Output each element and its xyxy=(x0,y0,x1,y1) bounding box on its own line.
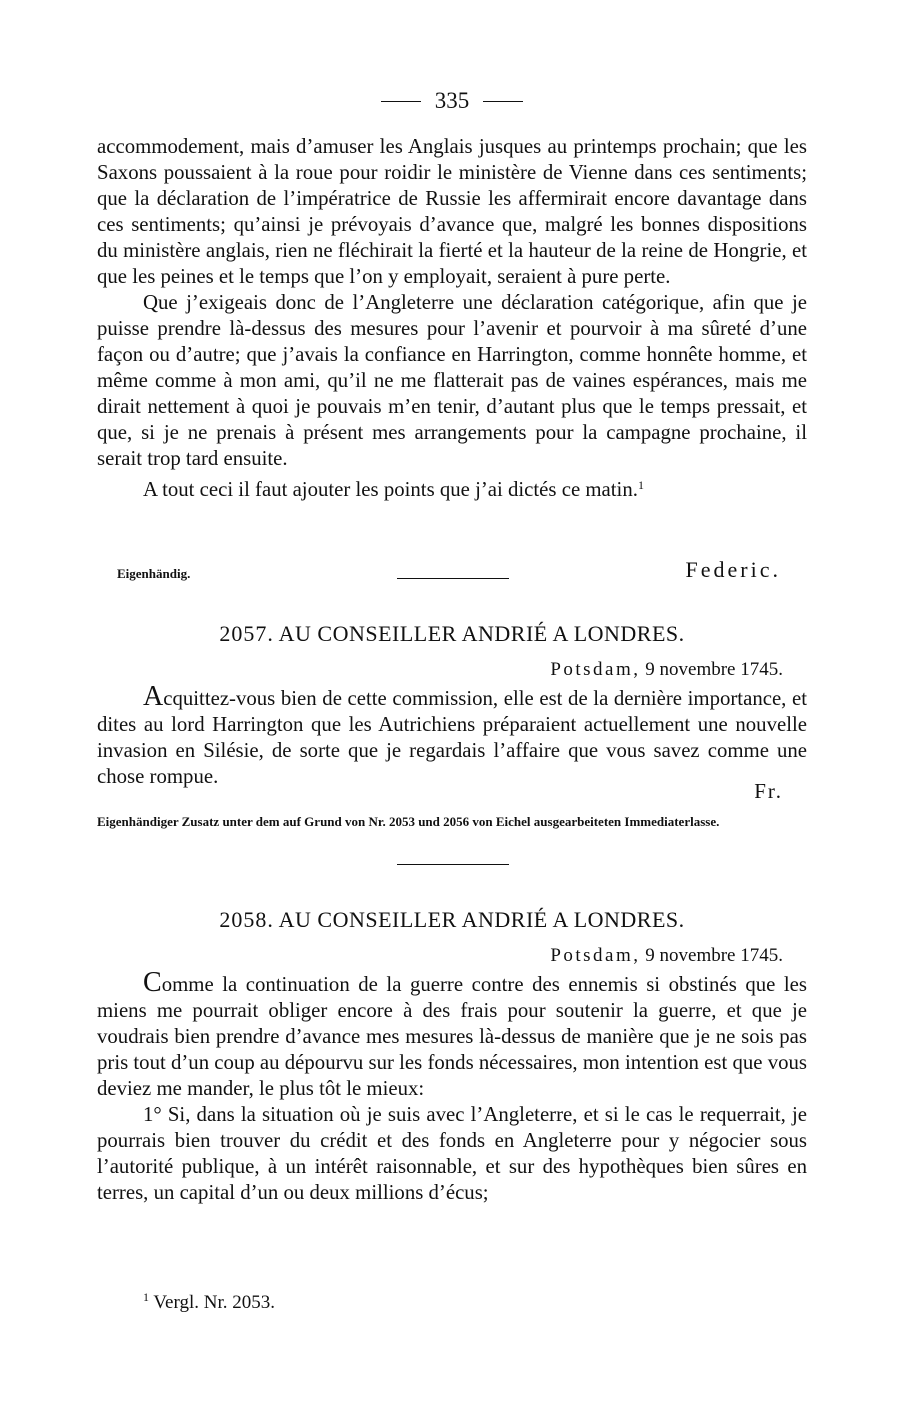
header-dash-right xyxy=(483,101,523,102)
footnote-mark: 1 xyxy=(143,1290,149,1304)
place: Potsdam, xyxy=(550,945,641,966)
letter-heading xyxy=(97,621,807,647)
initial-letter: C xyxy=(143,967,162,998)
paragraph-text: omme la continuation de la guerre contre des ennemis si obstinés que les miens me pourrait obliger encore à des frais pour soutenir la guerre, et que je voudrais bien prendre d’avance mes mesures là-dessus de manière que je ne sois pas pris tout d’un coup au dépourvu sur les fonds nécessaires, mon intention est que vous deviez me mander, le plus tôt le mieux: xyxy=(97,973,807,1100)
paragraph xyxy=(97,967,807,1102)
letter-title: AU CONSEILLER ANDRIÉ A LONDRES. xyxy=(278,907,685,932)
paragraph: accommodement, mais d’amuser les Anglais jusques au printemps prochain; que les Saxons poussaient à la roue pour roidir le ministère de Vienne dans ces sentiments; que la déclaration de l’impératrice de Russie les affermirait encore davantage dans ces sentiments; qu’ainsi je prévoyais d’avance que, malgré les bonnes dispositions du ministère anglais, rien ne fléchirait la fierté et la hauteur de la reine de Hongrie, et que les peines et le temps que l’on y employait, seraient à pure perte. xyxy=(97,135,807,288)
signature: Federic. xyxy=(685,557,781,582)
dateline xyxy=(550,945,783,967)
letter-body xyxy=(97,681,807,790)
footnote-mark: 1 xyxy=(637,478,644,492)
date: 9 novembre 1745. xyxy=(645,945,783,966)
page-number: 335 xyxy=(434,88,470,113)
paragraph xyxy=(97,681,807,790)
footnote xyxy=(143,1290,275,1314)
paragraph: 1° Si, dans la situation où je suis avec l’Angleterre, et si le cas le requerrait, je pourrais bien trouver du crédit et des fonds en Angleterre pour y négocier sous l’autorité publique, à un intérêt raisonnable, et sur des hypothèques bien sûres en terres, un capital d’un ou deux millions d’écus; xyxy=(97,1103,807,1204)
footnote-text: Vergl. Nr. 2053. xyxy=(153,1292,275,1313)
letter-number: 2057. xyxy=(219,621,274,646)
letter-continuation xyxy=(97,134,807,503)
paragraph-text: cquittez-vous bien de cette commission, elle est de la dernière importance, et dites au lord Harrington que les Autrichiens préparaient actuellement une nouvelle invasion en Silésie, de sorte que je regardais l’affaire que vous savez comme une chose rompue. xyxy=(97,687,807,788)
source-note: Eigenhändiger Zusatz unter dem auf Grund von Nr. 2053 und 2056 von Eichel ausgearbeiteten Immediaterlasse. xyxy=(97,814,720,829)
dateline xyxy=(550,659,783,681)
page-header xyxy=(97,88,807,114)
date: 9 novembre 1745. xyxy=(645,659,783,680)
paragraph-text: A tout ceci il faut ajouter les points que j’ai dictés ce matin. xyxy=(143,478,638,501)
initial-letter: A xyxy=(143,681,164,712)
signature-line xyxy=(97,557,807,587)
letter-number: 2058. xyxy=(219,907,274,932)
paragraph xyxy=(97,472,807,503)
letter-heading xyxy=(97,907,807,933)
signature: Fr. xyxy=(754,779,783,803)
header-dash-left xyxy=(381,101,421,102)
place: Potsdam, xyxy=(550,659,641,680)
divider xyxy=(397,864,509,865)
letter-title: AU CONSEILLER ANDRIÉ A LONDRES. xyxy=(278,621,685,646)
paragraph: Que j’exigeais donc de l’Angleterre une déclaration catégorique, afin que je puisse prendre là-dessus des mesures pour l’avenir et pourvoir à ma sûreté d’une façon ou d’autre; que j’avais la confiance en Harrington, comme honnête homme, et même comme à mon ami, qu’il ne me flatterait pas de vaines espérances, mais me dirait nettement à quoi je pouvais m’en tenir, d’autant plus que le temps pressait, et que, si je ne prenais à présent mes arrangements pour la campagne prochaine, il serait trop tard ensuite. xyxy=(97,291,807,470)
source-note: Eigenhändig. xyxy=(117,566,191,581)
letter-body xyxy=(97,967,807,1206)
divider xyxy=(397,578,509,579)
